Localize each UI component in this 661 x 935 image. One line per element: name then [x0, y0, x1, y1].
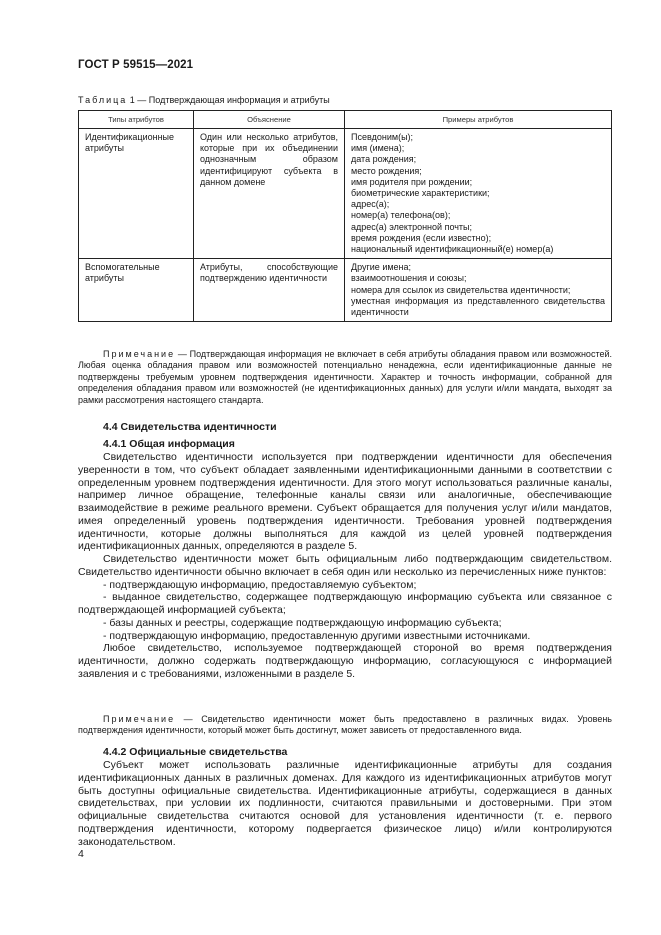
section-4-4-2-body	[78, 759, 612, 848]
example-item: номера для ссылок из свидетельства идентичности;	[351, 284, 571, 295]
list-item: - выданное свидетельство, содержащее подтверждающую информацию субъекта или связанное с подтверждающей информацией субъекта;	[78, 591, 612, 616]
example-item: номер(а) телефона(ов);	[351, 210, 451, 221]
example-item: национальный идентификационный(е) номер(а)	[351, 244, 554, 255]
paragraph: Любое свидетельство, используемое подтверждающей стороной во время подтверждения идентичности, должно содержать подтверждающую информацию, согласующуюся с информацией заявления и с требованиями, изложенными в разделе 5.	[78, 642, 612, 680]
attributes-table	[78, 110, 612, 322]
examples-cell	[345, 129, 612, 259]
explanation-cell: Атрибуты, способствующие подтверждению идентичности	[194, 259, 345, 322]
paragraph: Субъект может использовать различные идентификационные атрибуты для создания идентификационных данных в различных доменах. Для каждого из идентификационных атрибутов могут быть доступны официальные свидетельства. Идентификационные атрибуты, содержащиеся в данных свидетельствах, при условии их подлинности, считаются правильными и достоверными. При этом официальные свидетельства считаются основой для установления идентичности (т. е. первого подтверждения идентичности, которому подвергается физическое лицо) и/или контролируются законодательством.	[78, 759, 612, 848]
table-header-row	[79, 111, 612, 129]
example-item: биометрические характеристики;	[351, 188, 490, 199]
list-item: - подтверждающую информацию, предоставленную другими известными источниками.	[103, 629, 531, 642]
table-note	[78, 349, 612, 406]
table-row	[79, 259, 612, 322]
section-note	[78, 714, 612, 737]
column-header-types: Типы атрибутов	[79, 111, 194, 129]
note-label: Примечание	[103, 349, 176, 359]
example-item: уместная информация из представленного свидетельства идентичности	[351, 295, 605, 318]
list-item: - базы данных и реестры, содержащие подтверждающую информацию субъекта;	[103, 616, 502, 629]
note-text: — Свидетельство идентичности может быть предоставлено в различных видах. Уровень подтверждения идентичности, который может быть достигнут, может зависеть от предоставленного вида.	[78, 714, 612, 736]
note-text: — Подтверждающая информация не включает в себя атрибуты обладания правом или возможностей. Любая оценка обладания правом или возможностей потенциально ненадежна, если идентификационные данные не подтверждены требуемым уровнем подтверждения идентичности. Характер и точность информации, собранной для определения обладания правом или возможностей (не идентификационных данных) для услуги и/или мандата, выходят за рамки рассмотрения настоящего стандарта.	[78, 349, 612, 405]
example-item: дата рождения;	[351, 154, 417, 165]
column-header-explanation: Объяснение	[194, 111, 345, 129]
example-item: время рождения (если известно);	[351, 232, 492, 243]
example-item: место рождения;	[351, 165, 422, 176]
paragraph: Свидетельство идентичности может быть официальным либо подтверждающим свидетельством. Свидетельство идентичности обычно включает в себя один или несколько из перечисленных ниже пунктов:	[78, 553, 612, 578]
example-item: Другие имена;	[351, 262, 412, 273]
example-item: адрес(а);	[351, 199, 390, 210]
explanation-cell: Один или несколько атрибутов, которые при их объединении однозначным образом идентифицируют субъекта в данном домене	[194, 129, 345, 259]
page-number: 4	[78, 848, 84, 860]
attribute-type-cell: Идентификационные атрибуты	[79, 129, 194, 259]
section-heading-4-4-2: 4.4.2 Официальные свидетельства	[103, 746, 288, 758]
column-header-examples: Примеры атрибутов	[345, 111, 612, 129]
list-item: - подтверждающую информацию, предоставляемую субъектом;	[103, 578, 417, 591]
example-item: адрес(а) электронной почты;	[351, 221, 473, 232]
section-4-4-1-body	[78, 451, 612, 681]
attribute-type-cell: Вспомогательные атрибуты	[79, 259, 194, 322]
table-row	[79, 129, 612, 259]
table-caption-text: 1 — Подтверждающая информация и атрибуты	[127, 95, 330, 105]
example-item: имя (имена);	[351, 143, 405, 154]
standard-code-header: ГОСТ Р 59515—2021	[78, 59, 194, 71]
section-heading-4-4: 4.4 Свидетельства идентичности	[103, 421, 277, 433]
example-item: взаимоотношения и союзы;	[351, 273, 467, 284]
paragraph: Свидетельство идентичности используется при подтверждении идентичности для обеспечения уверенности в том, что субъект обладает заявленными идентификационными данными в соответствии с определенным уровнем подтверждения идентичности. Для этого могут использоваться различные каналы, например личное обращение, телефонные каналы связи или аналогичные, обеспечивающие взаимодействие в режиме реального времени. Субъект обращается для получения услуг и/или мандатов, имея определенный уровень подтверждения идентичности. Требования уровней подтверждения идентичности, которые должны выполняться для каждой из целей уровней подтверждения идентификационных данных, определяются в разделе 5.	[78, 451, 612, 553]
examples-cell	[345, 259, 612, 322]
example-item: Псевдоним(ы);	[351, 132, 414, 142]
table-caption	[78, 95, 330, 105]
example-item: имя родителя при рождении;	[351, 176, 473, 187]
note-label: Примечание	[103, 714, 176, 724]
table-caption-prefix: Таблица	[78, 95, 128, 105]
section-heading-4-4-1: 4.4.1 Общая информация	[103, 438, 235, 450]
